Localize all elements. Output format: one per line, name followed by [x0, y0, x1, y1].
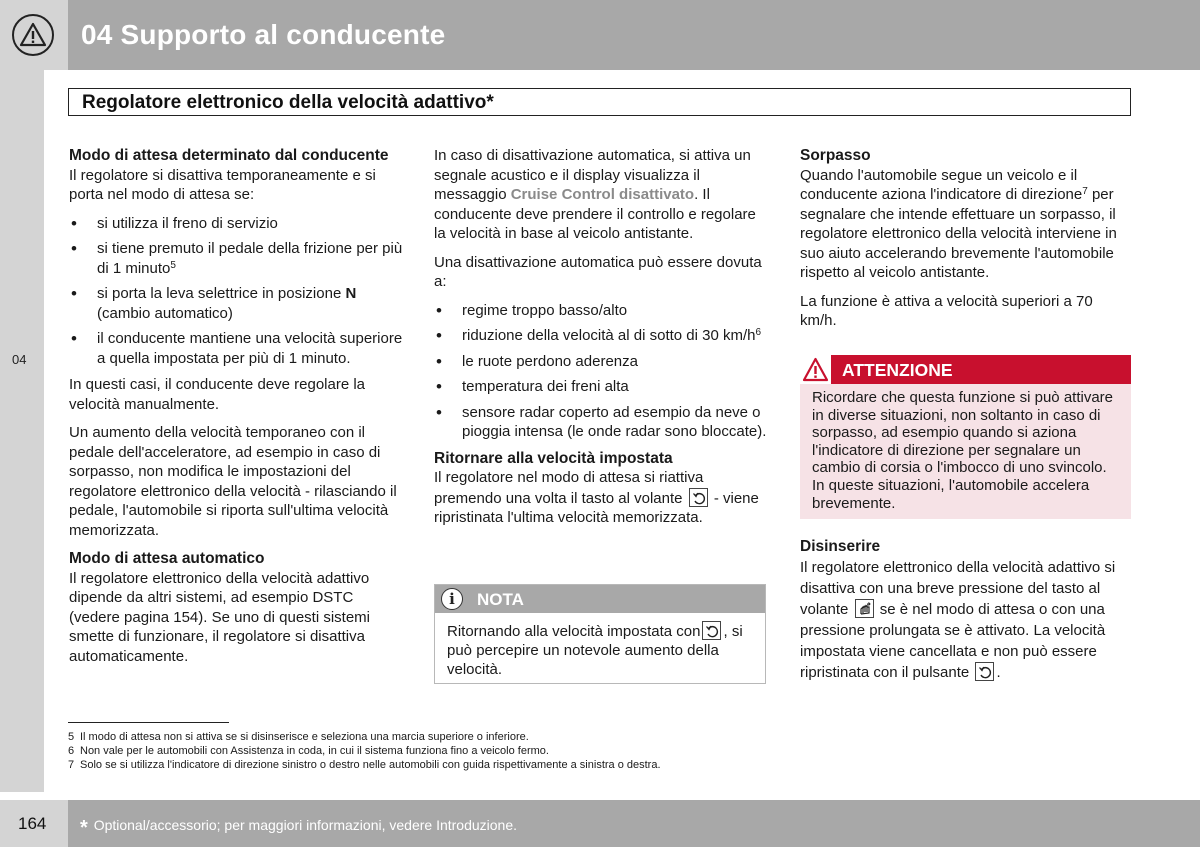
warning-body: Ricordare che questa funzione si può attivare in diverse situazioni, non soltanto in caso di sorpasso, ad esempio quando si aziona l'indicatore di direzione per segnalare un cambio di corsia o l'imbocco di uno svincolo. In queste situazioni, l'automobile accelera brevemente. — [812, 389, 1114, 512]
paragraph: La funzione è attiva a velocità superiori a 70 km/h. — [800, 292, 1093, 329]
paragraph: Il regolatore elettronico della velocità adattivo dipende da altri sistemi, ad esempio DSTC (vedere pagina 154). Se uno di questi sistemi smette di funzionare, il regolatore si disattiva automaticamente. — [69, 569, 371, 665]
paragraph: Il regolatore nel modo di attesa si riattiva premendo una volta il tasto al volante - viene ripristinata l'ultima velocità memorizzata. — [434, 469, 759, 526]
footer-note: * Optional/accessorio; per maggiori informazioni, vedere Introduzione. — [80, 817, 518, 839]
heading-return-speed: Ritornare alla velocità impostata — [434, 449, 673, 467]
warning-triangle-icon — [12, 14, 54, 56]
resume-arrow-icon — [689, 488, 708, 507]
cancel-hand-icon — [855, 599, 874, 618]
chapter-title: 04 Supporto al conducente — [81, 19, 446, 50]
list-item: • si utilizza il freno di servizio — [69, 214, 404, 234]
list-item: • si porta la leva selettrice in posizione N (cambio automatico) — [69, 284, 404, 323]
note-box — [434, 584, 766, 684]
section-title: Regolatore elettronico della velocità adattivo* — [82, 92, 494, 113]
bullet-list — [434, 301, 769, 442]
page-number: 164 — [18, 814, 47, 833]
heading-automatic-standby: Modo di attesa automatico — [69, 550, 265, 567]
header-icon-area — [0, 0, 68, 70]
list-item: • si tiene premuto il pedale della frizione per più di 1 minuto$^5$ — [69, 239, 404, 278]
footnote: 6 Non vale per le automobili con Assistenza in coda, in cui il sistema funziona fino a veicolo fermo. — [68, 745, 549, 757]
column-3-lower — [800, 537, 1132, 692]
chapter-side-tab — [0, 70, 44, 792]
paragraph: In questi casi, il conducente deve regolare la velocità manualmente. — [69, 376, 366, 413]
bullet-list — [69, 214, 404, 369]
paragraph: Una disattivazione automatica può essere dovuta a: — [434, 253, 762, 290]
list-item: • riduzione della velocità al di sotto di 30 $km/h^6$ — [434, 326, 769, 346]
heading-driver-standby: Modo di attesa determinato dal conducente — [69, 147, 389, 164]
footnote-ref: 6 — [755, 327, 762, 338]
list-item: • regime troppo basso/alto — [434, 301, 769, 321]
paragraph: Un aumento della velocità temporaneo con il pedale dell'acceleratore, ad esempio in caso di sorpasso, non modifica le impostazioni del regolatore elettronico della velocità - rilasciando il pedale, l'automobile si riporta sull'ultima velocità memorizzata. — [69, 424, 397, 539]
warning-header — [800, 355, 1131, 384]
column-3 — [800, 146, 1132, 340]
paragraph: Quando l'automobile segue un veicolo e il conducente aziona l'indicatore di direzione$^7$ per segnalare che intende effettuare un sorpasso, il regolatore elettronico della velocità interviene in suo aiuto accelerando brevemente l'automobile rispetto al veicolo antistante. — [800, 166, 1117, 281]
paragraph: Il regolatore si disattiva temporaneamente e si porta nel modo di attesa se: — [69, 166, 376, 203]
info-icon: i — [441, 588, 463, 610]
warning-label: ATTENZIONE — [842, 360, 953, 380]
resume-arrow-icon — [975, 662, 994, 681]
column-2 — [434, 146, 769, 537]
warning-triangle-icon — [800, 355, 831, 384]
footnote-ref: 5 — [170, 259, 176, 271]
paragraph: In caso di disattivazione automatica, si attiva un segnale acustico e il display visualizza il messaggio Cruise Control disattivato. Il conducente deve prendere il controllo e regolare la velocità in base al veicolo antistante. — [434, 147, 756, 242]
heading-disengage: Disinserire — [800, 538, 881, 555]
note-label: NOTA — [477, 590, 524, 609]
paragraph: Il regolatore elettronico della velocità adattivo si disattiva con una breve pressione del tasto al volante se è nel modo di attesa o con una pressione prolungata se è attivato. La velocità impostata viene cancellata e non può essere ripristinata con il pulsante . — [800, 558, 1116, 681]
footnote: 5 Il modo di attesa non si attiva se si disinserisce e seleziona una marcia superiore o inferiore. — [68, 731, 529, 743]
footnote-ref: 7 — [1082, 186, 1088, 197]
note-body: Ritornando alla velocità impostata con , si può percepire un notevole aumento della velocità. — [447, 623, 743, 678]
list-item: • temperatura dei freni alta — [434, 377, 769, 397]
footnote: 7 Solo se si utilizza l'indicatore di direzione sinistro o destro nelle automobili con guida rispettivamente a sinistra o destra. — [68, 759, 661, 771]
warning-box — [800, 355, 1131, 519]
display-message: Cruise Control disattivato — [510, 186, 695, 203]
resume-arrow-icon — [702, 621, 721, 640]
list-item: • il conducente mantiene una velocità superiore a quella impostata per più di 1 minuto. — [69, 329, 404, 368]
note-header — [435, 585, 765, 613]
column-1 — [69, 146, 404, 675]
footnote-rule — [68, 722, 229, 723]
heading-overtaking: Sorpasso — [800, 147, 871, 164]
list-item: • le ruote perdono aderenza — [434, 352, 769, 372]
list-item: • sensore radar coperto ad esempio da neve o pioggia intensa (le onde radar sono bloccate). — [434, 403, 769, 442]
chapter-side-tab-label: 04 — [12, 352, 27, 367]
